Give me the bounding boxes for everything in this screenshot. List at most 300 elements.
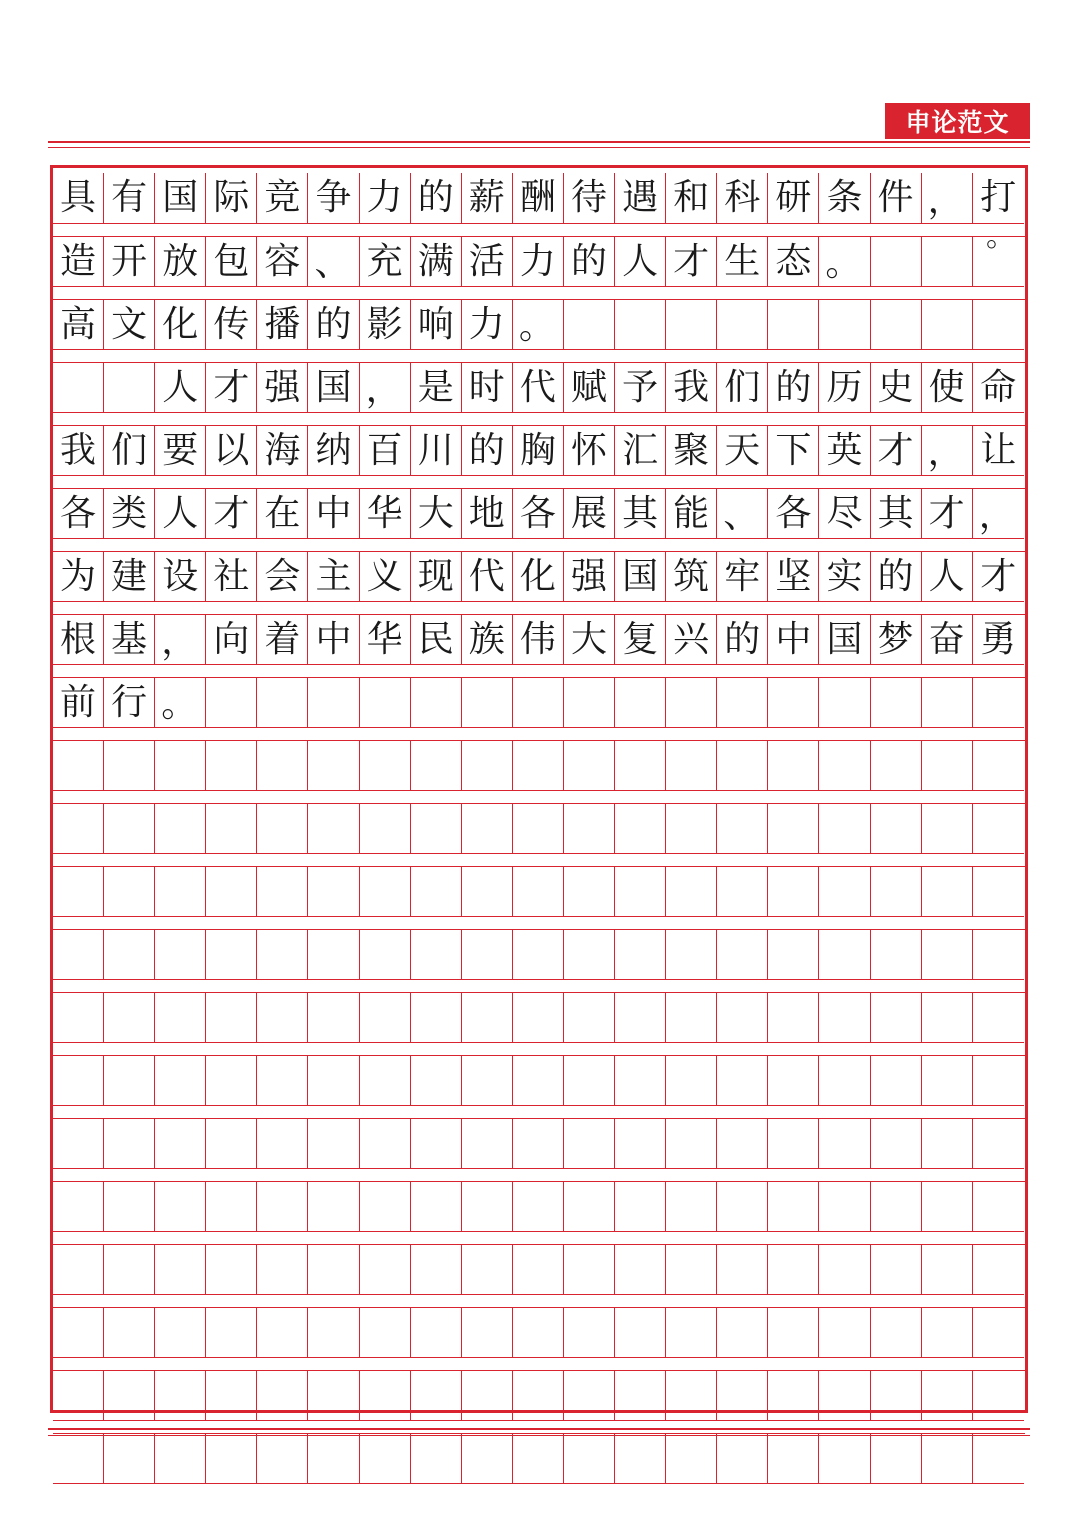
- grid-cell: [871, 1433, 922, 1484]
- grid-row: [53, 1118, 1025, 1169]
- grid-cell: 予: [615, 362, 666, 413]
- grid-cell: [155, 1244, 206, 1295]
- grid-cell: 地: [462, 488, 513, 539]
- grid-cell: [411, 803, 462, 854]
- grid-row: [53, 551, 1025, 602]
- grid-cell: [973, 1181, 1024, 1232]
- grid-cell: [206, 1118, 257, 1169]
- grid-row: [53, 803, 1025, 854]
- grid-cell: [717, 803, 768, 854]
- grid-cell: 前: [53, 677, 104, 728]
- grid-cell: [717, 929, 768, 980]
- grid-cell: [564, 803, 615, 854]
- grid-cell: 让: [973, 425, 1024, 476]
- grid-cell: [53, 1181, 104, 1232]
- grid-cell: [257, 1370, 308, 1421]
- section-tag: 申论范文: [885, 103, 1030, 139]
- grid-cell: [922, 866, 973, 917]
- grid-cell: [717, 1118, 768, 1169]
- grid-cell: 百: [360, 425, 411, 476]
- grid-cell: 海: [257, 425, 308, 476]
- grid-cell: [768, 866, 819, 917]
- grid-cell: [104, 992, 155, 1043]
- grid-cell: [53, 1433, 104, 1484]
- grid-row: [53, 929, 1025, 980]
- grid-cell: [411, 992, 462, 1043]
- grid-row: [53, 677, 1025, 728]
- grid-cell: [973, 1244, 1024, 1295]
- grid-cell: [155, 929, 206, 980]
- grid-cell: [922, 1307, 973, 1358]
- grid-cell: [360, 1307, 411, 1358]
- grid-cell: [155, 1181, 206, 1232]
- grid-cell: [819, 677, 870, 728]
- grid-cell: [564, 677, 615, 728]
- grid-cell: [155, 1433, 206, 1484]
- grid-cell: 才: [666, 236, 717, 287]
- grid-cell: [53, 1055, 104, 1106]
- grid-cell: 使: [922, 362, 973, 413]
- grid-cell: [462, 1370, 513, 1421]
- grid-cell: [155, 866, 206, 917]
- grid-cell: [922, 1055, 973, 1106]
- grid-cell: 科: [717, 173, 768, 224]
- grid-cell: 大: [564, 614, 615, 665]
- grid-row: [53, 299, 1025, 350]
- grid-cell: 尽: [819, 488, 870, 539]
- grid-cell: [871, 992, 922, 1043]
- grid-cell: [615, 677, 666, 728]
- grid-cell: [615, 803, 666, 854]
- grid-cell: [564, 740, 615, 791]
- grid-cell: [717, 1307, 768, 1358]
- grid-cell: [411, 1118, 462, 1169]
- grid-cell: [513, 1433, 564, 1484]
- grid-cell: 义: [360, 551, 411, 602]
- grid-cell: 高: [53, 299, 104, 350]
- grid-row: [53, 614, 1025, 665]
- grid-cell: [308, 1055, 359, 1106]
- grid-cell: [360, 866, 411, 917]
- grid-cell: 研: [768, 173, 819, 224]
- grid-cell: [615, 1370, 666, 1421]
- grid-cell: [155, 1118, 206, 1169]
- grid-cell: 和: [666, 173, 717, 224]
- grid-cell: 汇: [615, 425, 666, 476]
- grid-cell: [155, 803, 206, 854]
- grid-cell: 化: [155, 299, 206, 350]
- grid-cell: 在: [257, 488, 308, 539]
- grid-cell: 其: [615, 488, 666, 539]
- grid-cell: [155, 1307, 206, 1358]
- grid-cell: [768, 1118, 819, 1169]
- grid-cell: [53, 1370, 104, 1421]
- grid-cell: 强: [257, 362, 308, 413]
- grid-cell: [819, 1307, 870, 1358]
- grid-cell: 力: [513, 236, 564, 287]
- grid-cell: 英: [819, 425, 870, 476]
- grid-cell: 中: [308, 488, 359, 539]
- grid-cell: [257, 677, 308, 728]
- grid-cell: [104, 929, 155, 980]
- grid-cell: [53, 929, 104, 980]
- grid-cell: [819, 1433, 870, 1484]
- essay-grid-sheet: [50, 165, 1028, 1413]
- grid-cell: [819, 803, 870, 854]
- grid-cell: [104, 1307, 155, 1358]
- grid-cell: [615, 866, 666, 917]
- grid-cell: [104, 1118, 155, 1169]
- grid-cell: [615, 992, 666, 1043]
- grid-cell: [819, 1055, 870, 1106]
- grid-cell: [360, 1244, 411, 1295]
- grid-cell: 遇: [615, 173, 666, 224]
- grid-cell: [206, 929, 257, 980]
- grid-cell: [53, 803, 104, 854]
- grid-cell: [717, 1055, 768, 1106]
- grid-cell: [666, 866, 717, 917]
- grid-cell: [564, 1307, 615, 1358]
- grid-cell: 们: [717, 362, 768, 413]
- grid-cell: [308, 1244, 359, 1295]
- grid-cell: [819, 299, 870, 350]
- grid-cell: [155, 1055, 206, 1106]
- grid-cell: 聚: [666, 425, 717, 476]
- grid-cell: 竞: [257, 173, 308, 224]
- grid-cell: [257, 1244, 308, 1295]
- grid-cell: [615, 299, 666, 350]
- grid-cell: 会: [257, 551, 308, 602]
- grid-cell: [513, 992, 564, 1043]
- grid-cell: 酬: [513, 173, 564, 224]
- grid-row: [53, 740, 1025, 791]
- grid-cell: [666, 929, 717, 980]
- grid-cell: [104, 1433, 155, 1484]
- grid-cell: 人: [155, 488, 206, 539]
- grid-cell: 际: [206, 173, 257, 224]
- grid-cell: [513, 929, 564, 980]
- grid-cell: 才: [973, 551, 1024, 602]
- grid-cell: [513, 1118, 564, 1169]
- grid-cell: 怀: [564, 425, 615, 476]
- grid-cell: [206, 740, 257, 791]
- grid-cell: [53, 1307, 104, 1358]
- grid-cell: 造: [53, 236, 104, 287]
- grid-cell: 打: [973, 173, 1024, 224]
- grid-cell: [308, 866, 359, 917]
- grid-cell: [257, 1307, 308, 1358]
- grid-cell: [922, 1181, 973, 1232]
- grid-cell: [871, 299, 922, 350]
- grid-cell: 。: [819, 236, 870, 287]
- grid-cell: ，: [922, 173, 973, 224]
- grid-row: [53, 1244, 1025, 1295]
- grid-cell: [768, 803, 819, 854]
- grid-cell: [104, 1055, 155, 1106]
- grid-cell: [871, 236, 922, 287]
- grid-cell: 的: [871, 551, 922, 602]
- grid-cell: [564, 1055, 615, 1106]
- grid-cell: [871, 1055, 922, 1106]
- grid-cell: [206, 803, 257, 854]
- grid-cell: [564, 992, 615, 1043]
- grid-cell: [768, 1244, 819, 1295]
- grid-cell: [308, 1181, 359, 1232]
- top-rule-secondary: [48, 147, 1030, 148]
- grid-cell: [666, 803, 717, 854]
- grid-cell: [462, 929, 513, 980]
- grid-cell: [768, 1181, 819, 1232]
- grid-cell: [411, 1307, 462, 1358]
- grid-cell: 的: [462, 425, 513, 476]
- grid-cell: [257, 1055, 308, 1106]
- grid-cell: [308, 929, 359, 980]
- grid-cell: [768, 740, 819, 791]
- grid-cell: [615, 1244, 666, 1295]
- grid-cell: [564, 1370, 615, 1421]
- grid-cell: [462, 1055, 513, 1106]
- grid-cell: [819, 1181, 870, 1232]
- grid-cell: [411, 740, 462, 791]
- grid-cell: 中: [768, 614, 819, 665]
- grid-cell: 、: [717, 488, 768, 539]
- grid-cell: 。: [155, 677, 206, 728]
- grid-cell: [513, 677, 564, 728]
- grid-cell: [819, 866, 870, 917]
- grid-cell: 命: [973, 362, 1024, 413]
- grid-cell: 待: [564, 173, 615, 224]
- grid-cell: 代: [462, 551, 513, 602]
- grid-cell: 复: [615, 614, 666, 665]
- grid-cell: 向: [206, 614, 257, 665]
- grid-cell: 国: [155, 173, 206, 224]
- grid-cell: 胸: [513, 425, 564, 476]
- grid-cell: 包: [206, 236, 257, 287]
- grid-cell: 勇: [973, 614, 1024, 665]
- grid-cell: [564, 1118, 615, 1169]
- grid-cell: ，: [360, 362, 411, 413]
- grid-cell: [666, 992, 717, 1043]
- grid-cell: [564, 1181, 615, 1232]
- grid-cell: [411, 1433, 462, 1484]
- grid-cell: [513, 1181, 564, 1232]
- grid-cell: [104, 362, 155, 413]
- grid-cell: ，: [922, 425, 973, 476]
- grid-cell: [717, 1433, 768, 1484]
- grid-cell: [819, 740, 870, 791]
- grid-cell: [819, 1244, 870, 1295]
- grid-cell: [871, 677, 922, 728]
- grid-cell: [768, 992, 819, 1043]
- grid-cell: [104, 803, 155, 854]
- grid-cell: 社: [206, 551, 257, 602]
- grid-cell: 具: [53, 173, 104, 224]
- grid-cell: 条: [819, 173, 870, 224]
- grid-cell: [360, 803, 411, 854]
- grid-cell: 华: [360, 488, 411, 539]
- grid-cell: [871, 1181, 922, 1232]
- grid-row: [53, 866, 1025, 917]
- grid-cell: [768, 1433, 819, 1484]
- grid-cell: [411, 866, 462, 917]
- grid-cell: 兴: [666, 614, 717, 665]
- grid-cell: [871, 740, 922, 791]
- grid-cell: [922, 677, 973, 728]
- top-rule: [48, 141, 1030, 143]
- grid-cell: [973, 740, 1024, 791]
- grid-cell: [717, 1370, 768, 1421]
- grid-cell: [104, 740, 155, 791]
- grid-cell: 其: [871, 488, 922, 539]
- grid-cell: [104, 1244, 155, 1295]
- grid-cell: 牢: [717, 551, 768, 602]
- bottom-rule-secondary: [48, 1435, 1030, 1436]
- grid-cell: 人: [615, 236, 666, 287]
- grid-cell: [360, 992, 411, 1043]
- grid-cell: 化: [513, 551, 564, 602]
- grid-row: [53, 1370, 1025, 1421]
- grid-cell: 川: [411, 425, 462, 476]
- grid-cell: [155, 740, 206, 791]
- grid-cell: 、: [308, 236, 359, 287]
- grid-cell: [819, 1370, 870, 1421]
- grid-cell: [615, 1181, 666, 1232]
- grid-cell: [257, 992, 308, 1043]
- grid-cell: 伟: [513, 614, 564, 665]
- grid-cell: [871, 803, 922, 854]
- grid-cell: [973, 299, 1024, 350]
- grid-cell: 响: [411, 299, 462, 350]
- grid-cell: [513, 1370, 564, 1421]
- grid-cell: 力: [360, 173, 411, 224]
- grid-cell: [257, 1118, 308, 1169]
- grid-cell: [922, 1370, 973, 1421]
- grid-cell: [257, 740, 308, 791]
- grid-cell: 国: [308, 362, 359, 413]
- grid-cell: 要: [155, 425, 206, 476]
- grid-cell: [53, 362, 104, 413]
- grid-cell: [871, 929, 922, 980]
- grid-cell: [922, 1244, 973, 1295]
- grid-cell: 文: [104, 299, 155, 350]
- grid-cell: 影: [360, 299, 411, 350]
- grid-cell: [871, 866, 922, 917]
- grid-cell: 各: [513, 488, 564, 539]
- grid-cell: [564, 929, 615, 980]
- grid-cell: [973, 866, 1024, 917]
- grid-cell: 史: [871, 362, 922, 413]
- grid-cell: [666, 1307, 717, 1358]
- grid-cell: [411, 1055, 462, 1106]
- grid-cell: 传: [206, 299, 257, 350]
- grid-cell: [922, 740, 973, 791]
- grid-cell: [206, 1181, 257, 1232]
- grid-cell: [257, 866, 308, 917]
- grid-row: [53, 488, 1025, 539]
- grid-cell: [462, 1244, 513, 1295]
- grid-cell: 力: [462, 299, 513, 350]
- grid-cell: 能: [666, 488, 717, 539]
- grid-cell: 历: [819, 362, 870, 413]
- grid-cell: 展: [564, 488, 615, 539]
- grid-cell: [666, 1181, 717, 1232]
- grid-cell: [206, 1370, 257, 1421]
- grid-cell: [717, 992, 768, 1043]
- grid-cell: 赋: [564, 362, 615, 413]
- grid-cell: [206, 1244, 257, 1295]
- grid-cell: 满: [411, 236, 462, 287]
- grid-cell: [513, 740, 564, 791]
- grid-cell: 开: [104, 236, 155, 287]
- grid-cell: [922, 992, 973, 1043]
- grid-cell: [768, 1055, 819, 1106]
- grid-cell: [462, 1181, 513, 1232]
- grid-cell: 以: [206, 425, 257, 476]
- grid-cell: [411, 1244, 462, 1295]
- grid-cell: [53, 740, 104, 791]
- grid-cell: [973, 1055, 1024, 1106]
- grid-cell: [717, 677, 768, 728]
- grid-cell: [819, 1118, 870, 1169]
- grid-cell: [104, 1181, 155, 1232]
- grid-cell: 大: [411, 488, 462, 539]
- grid-cell: [462, 1433, 513, 1484]
- grid-cell: 现: [411, 551, 462, 602]
- grid-cell: [564, 299, 615, 350]
- grid-cell: [717, 1181, 768, 1232]
- grid-cell: 充: [360, 236, 411, 287]
- grid-cell: 奋: [922, 614, 973, 665]
- grid-cell: 才: [922, 488, 973, 539]
- grid-cell: [666, 677, 717, 728]
- grid-cell: 梦: [871, 614, 922, 665]
- grid-cell: [922, 803, 973, 854]
- grid-row: [53, 425, 1025, 476]
- grid-cell: [973, 1370, 1024, 1421]
- grid-cell: 纳: [308, 425, 359, 476]
- grid-cell: [615, 740, 666, 791]
- grid-cell: [360, 1433, 411, 1484]
- grid-cell: [360, 740, 411, 791]
- grid-cell: 的: [717, 614, 768, 665]
- grid-cell: [308, 992, 359, 1043]
- grid-cell: [462, 677, 513, 728]
- grid-cell: 根: [53, 614, 104, 665]
- grid-cell: [564, 1433, 615, 1484]
- grid-cell: [768, 677, 819, 728]
- grid-cell: [768, 299, 819, 350]
- bottom-rule: [48, 1428, 1030, 1430]
- grid-cell: [206, 1307, 257, 1358]
- grid-row: [53, 1055, 1025, 1106]
- grid-cell: [564, 866, 615, 917]
- grid-cell: [922, 1118, 973, 1169]
- grid-cell: 的: [768, 362, 819, 413]
- grid-cell: [360, 1181, 411, 1232]
- grid-cell: 态: [768, 236, 819, 287]
- grid-cell: 的: [308, 299, 359, 350]
- grid-cell: 播: [257, 299, 308, 350]
- grid-cell: [462, 803, 513, 854]
- grid-cell: [922, 299, 973, 350]
- grid-cell: [513, 866, 564, 917]
- grid-cell: 的: [564, 236, 615, 287]
- grid-cell: [308, 677, 359, 728]
- grid-cell: 强: [564, 551, 615, 602]
- grid-cell: [53, 1118, 104, 1169]
- grid-cell: [155, 992, 206, 1043]
- grid-cell: [819, 992, 870, 1043]
